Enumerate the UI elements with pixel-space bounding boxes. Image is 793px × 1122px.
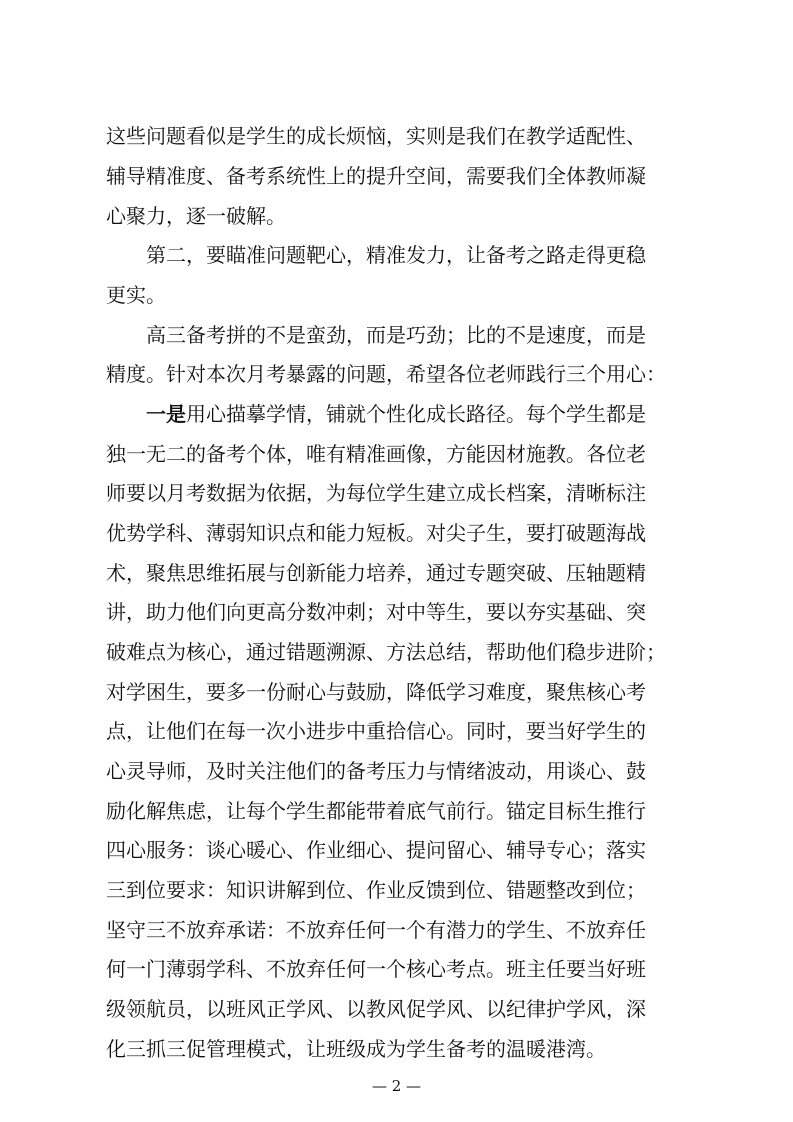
paragraph-3-line-1: 高三备考拼的不是蛮劲，而是巧劲；比的不是速度，而是 <box>146 323 646 347</box>
paragraph-4-line-2: 独一无二的备考个体，唯有精准画像，方能因材施教。各位老 <box>106 442 646 466</box>
paragraph-4-line-15: 何一门薄弱学科、不放弃任何一个核心考点。班主任要当好班 <box>106 957 646 981</box>
paragraph-4-line-11: 励化解焦虑，让每个学生都能带着底气前行。锚定目标生推行 <box>106 799 646 823</box>
paragraph-4-line-1-text: 用心描摹学情，铺就个性化成长路径。每个学生都是 <box>186 402 646 426</box>
paragraph-4-line-3: 师要以月考数据为依据，为每位学生建立成长档案，清晰标注 <box>106 481 646 505</box>
paragraph-4-line-4: 优势学科、薄弱知识点和能力短板。对尖子生，要打破题海战 <box>106 521 646 545</box>
paragraph-4-line-17: 化三抓三促管理模式，让班级成为学生备考的温暖港湾。 <box>106 1037 606 1061</box>
paragraph-2-line-2: 更实。 <box>106 283 166 307</box>
paragraph-4-line-9: 点，让他们在每一次小进步中重拾信心。同时，要当好学生的 <box>106 719 646 743</box>
paragraph-4-lead: 一是 <box>146 402 186 426</box>
paragraph-4-line-10: 心灵导师，及时关注他们的备考压力与情绪波动，用谈心、鼓 <box>106 759 646 783</box>
paragraph-4-line-14: 坚守三不放弃承诺：不放弃任何一个有潜力的学生、不放弃任 <box>106 918 646 942</box>
paragraph-4-line-5: 术，聚焦思维拓展与创新能力培养，通过专题突破、压轴题精 <box>106 561 646 585</box>
paragraph-4-line-6: 讲，助力他们向更高分数冲刺；对中等生，要以夯实基础、突 <box>106 600 646 624</box>
paragraph-4-line-8: 对学困生，要多一份耐心与鼓励，降低学习难度，聚焦核心考 <box>106 680 646 704</box>
paragraph-4-line-13: 三到位要求：知识讲解到位、作业反馈到位、错题整改到位； <box>106 878 646 902</box>
paragraph-4-line-16: 级领航员，以班风正学风、以教风促学风、以纪律护学风，深 <box>106 997 646 1021</box>
paragraph-1-line-2: 辅导精准度、备考系统性上的提升空间，需要我们全体教师凝 <box>106 164 646 188</box>
paragraph-1-line-3: 心聚力，逐一破解。 <box>106 204 286 228</box>
paragraph-4-line-12: 四心服务：谈心暖心、作业细心、提问留心、辅导专心；落实 <box>106 838 646 862</box>
paragraph-2-line-1: 第二，要瞄准问题靶心，精准发力，让备考之路走得更稳 <box>146 243 646 267</box>
paragraph-4-line-1 <box>146 396 646 432</box>
page-number: — 2 — <box>371 1077 422 1095</box>
paragraph-4-line-7: 破难点为核心，通过错题溯源、方法总结，帮助他们稳步进阶； <box>106 640 666 664</box>
paragraph-1-line-1: 这些问题看似是学生的成长烦恼，实则是我们在教学适配性、 <box>106 124 646 148</box>
paragraph-3-line-2: 精度。针对本次月考暴露的问题，希望各位老师践行三个用心： <box>106 362 666 386</box>
